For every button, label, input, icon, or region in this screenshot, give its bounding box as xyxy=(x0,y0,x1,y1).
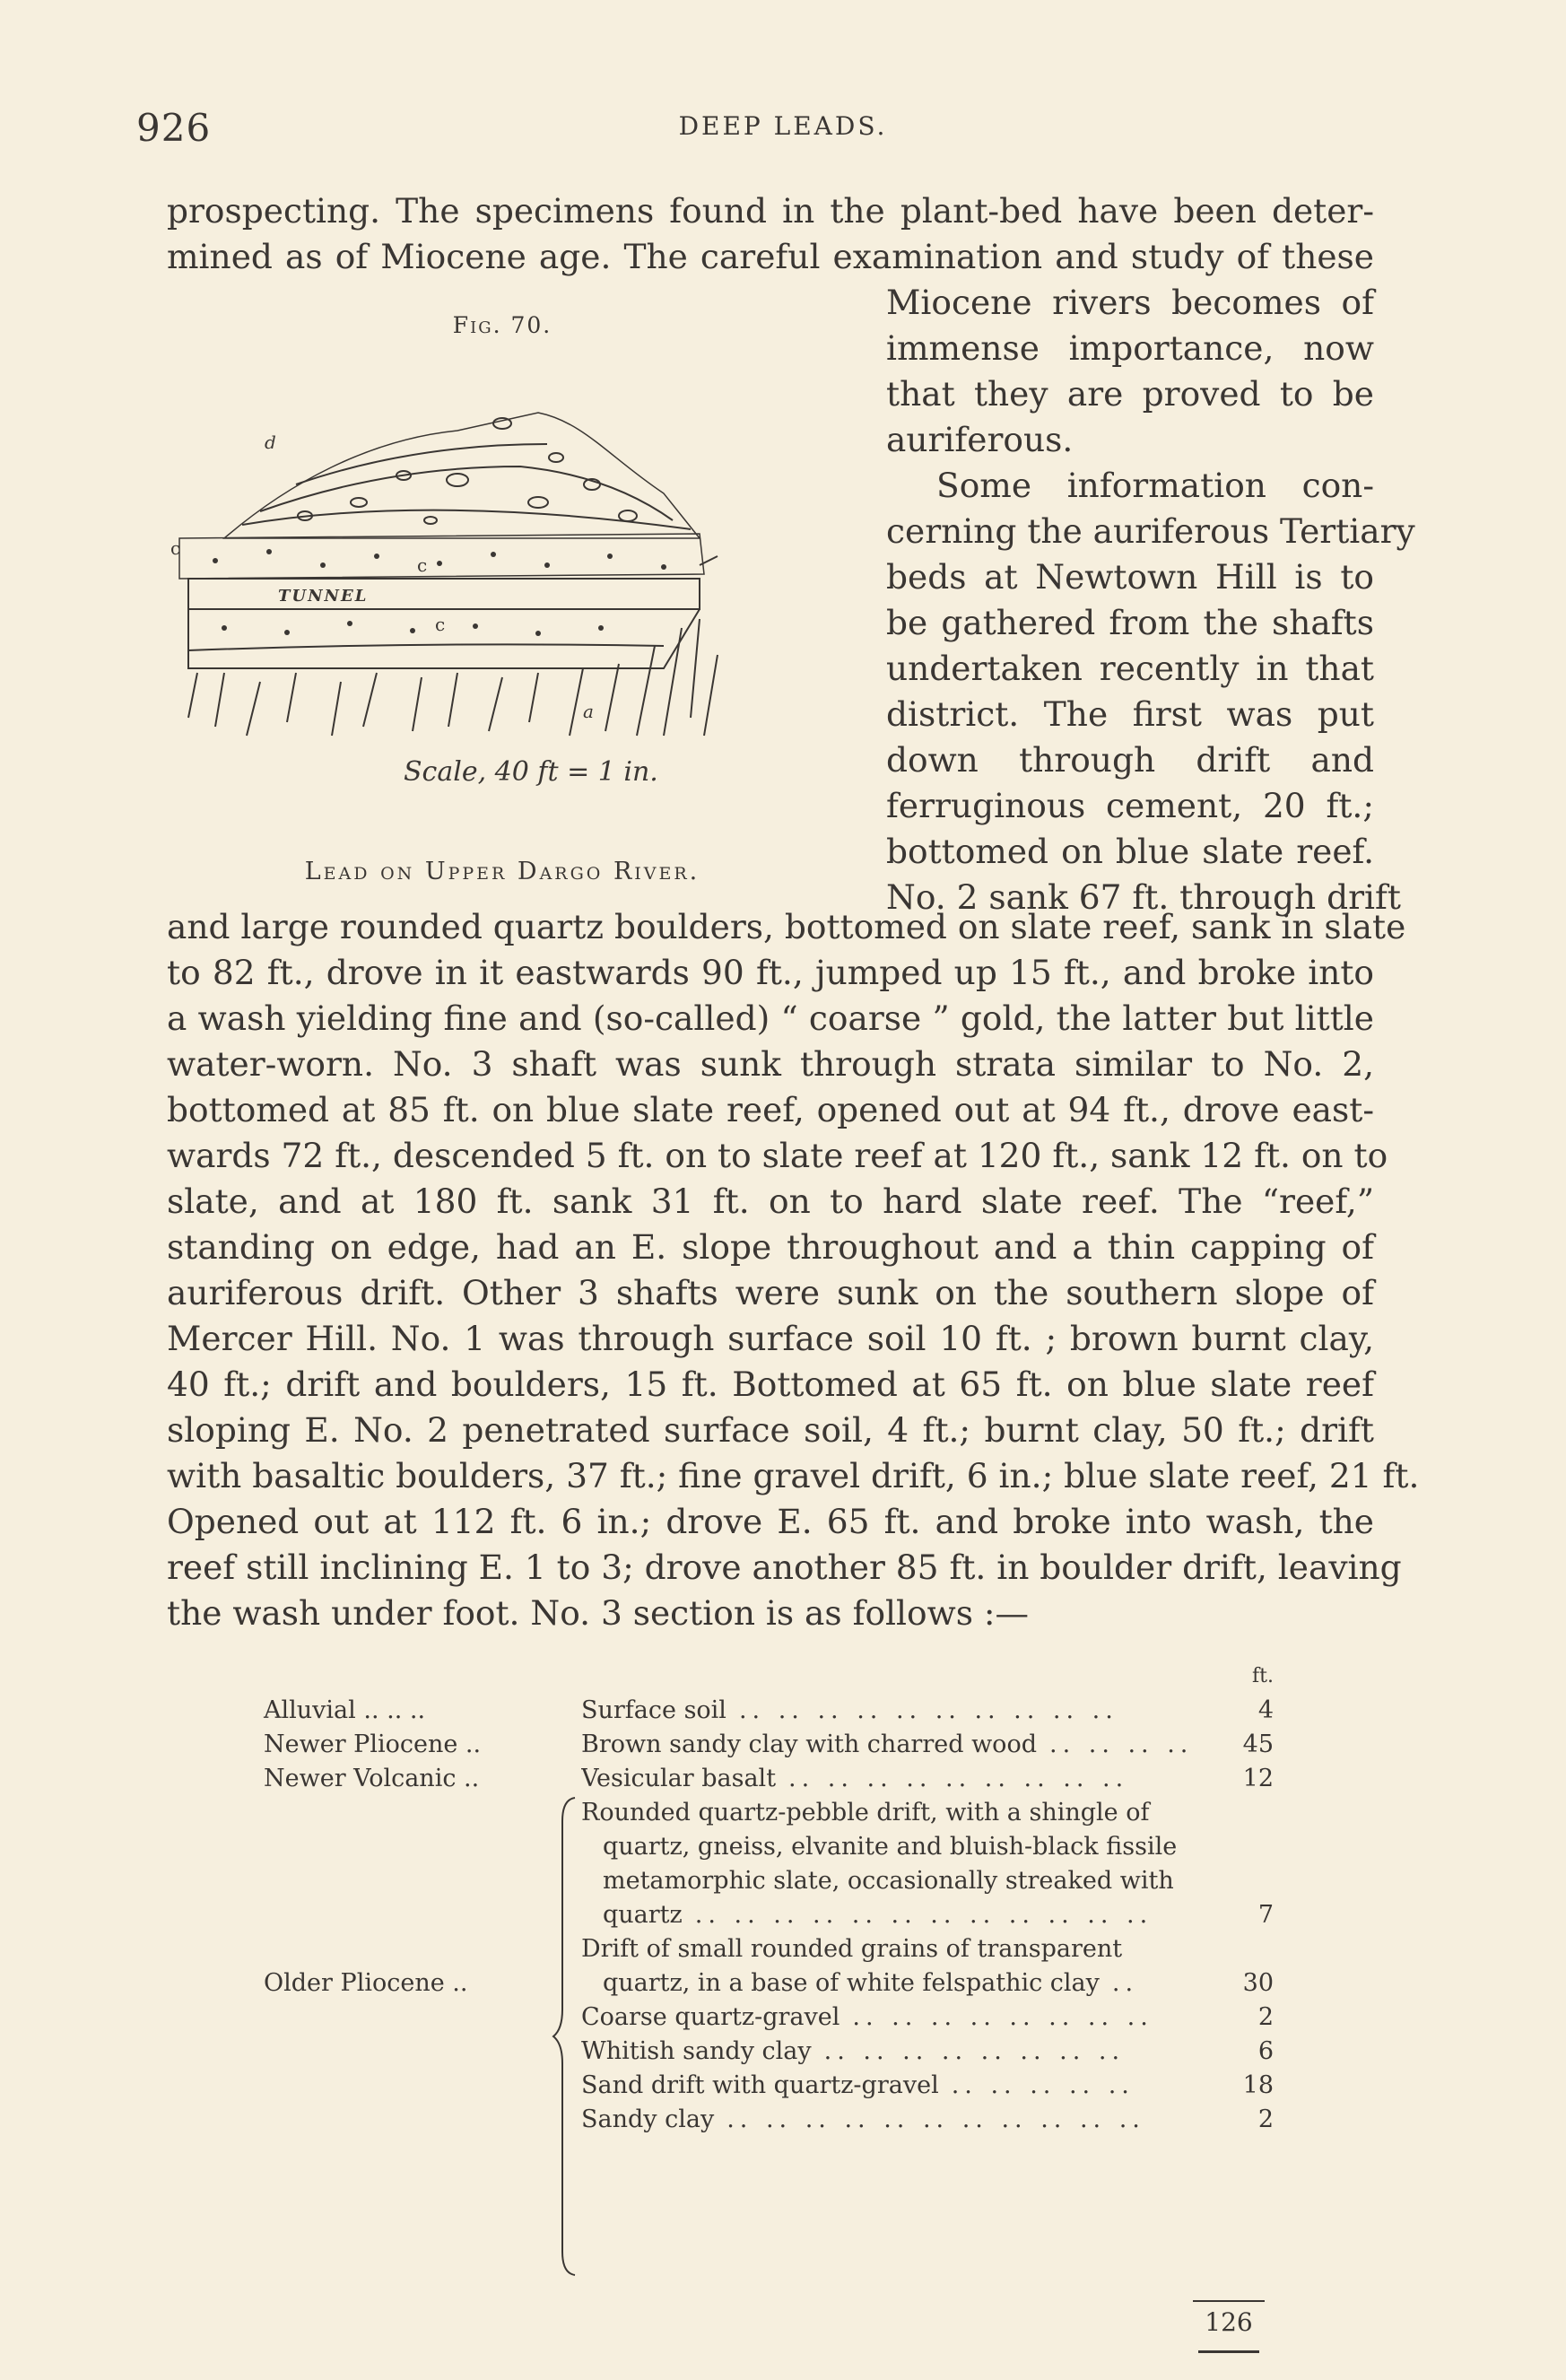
text-line: and large rounded quartz boulders, bottomed on slate reef, sank in slate xyxy=(167,907,1406,946)
row-category: Older Pliocene .. xyxy=(264,1969,468,1997)
row-leader-dots: .. xyxy=(1111,1969,1139,1997)
text-line: mined as of Miocene age. The careful examination and study of these xyxy=(167,237,1374,276)
section-total: 126 xyxy=(1205,2307,1253,2337)
text-line: to 82 ft., drove in it eastwards 90 ft., jumped up 15 ft., and broke into xyxy=(167,953,1374,992)
text-line: beds at Newtown Hill is to xyxy=(886,557,1374,597)
row-description xyxy=(581,1830,1284,1864)
row-description xyxy=(581,2001,1263,2035)
paragraph-right-column xyxy=(886,280,1415,920)
text-line: Mercer Hill. No. 1 was through surface soil 10 ft. ; brown burnt clay, xyxy=(167,1319,1374,1358)
table-row xyxy=(242,1864,1283,1898)
unit-header: ft. xyxy=(1252,1665,1274,1687)
tunnel-label: TUNNEL xyxy=(278,587,369,606)
row-leader-dots: .. .. .. .. .. xyxy=(951,2071,1135,2099)
row-leader-dots: .. .. .. .. .. .. .. .. .. xyxy=(788,1765,1129,1792)
total-rule xyxy=(1193,2300,1265,2302)
text-line: auriferous drift. Other 3 shafts were sunk on the southern slope of xyxy=(167,1273,1374,1312)
row-value: 7 xyxy=(1257,1901,1274,1929)
row-description xyxy=(581,1796,1263,1830)
row-value: 18 xyxy=(1242,2071,1274,2099)
text-line: undertaken recently in that xyxy=(886,649,1374,688)
row-leader-dots: .. .. .. .. .. .. .. .. .. .. xyxy=(738,1696,1118,1724)
table-row xyxy=(242,1728,1283,1762)
row-value: 30 xyxy=(1242,1969,1274,1997)
text-line: be gathered from the shafts xyxy=(886,603,1374,642)
row-description xyxy=(581,1762,1263,1796)
text-line: cerning the auriferous Tertiary xyxy=(886,511,1415,551)
text-line: bottomed at 85 ft. on blue slate reef, opened out at 94 ft., drove east- xyxy=(167,1090,1374,1129)
table-row xyxy=(242,2001,1283,2035)
table-row xyxy=(242,1898,1283,1932)
page-header xyxy=(0,106,1566,151)
text-line: 40 ft.; drift and boulders, 15 ft. Bottomed at 65 ft. on blue slate reef xyxy=(167,1364,1374,1404)
text-line: auriferous. xyxy=(886,420,1074,459)
text-line: district. The first was put xyxy=(886,694,1374,734)
text-line: Miocene rivers becomes of xyxy=(886,283,1374,322)
figure-label: Fig. 70. xyxy=(452,312,552,338)
figure-mark: a xyxy=(583,701,594,722)
row-description-text: Whitish sandy clay xyxy=(581,2037,812,2065)
text-line: immense importance, now xyxy=(886,328,1374,368)
row-value: 2 xyxy=(1257,2105,1274,2133)
row-description-text: quartz, in a base of white felspathic clay xyxy=(603,1969,1100,1997)
row-description-text: Vesicular basalt xyxy=(581,1765,777,1792)
figure-mark: c xyxy=(435,614,446,635)
figure-caption: Lead on Upper Dargo River. xyxy=(304,858,700,885)
table-row xyxy=(242,1830,1283,1864)
row-leader-dots: .. .. .. .. .. .. .. .. .. .. .. .. xyxy=(694,1901,1153,1929)
row-description xyxy=(581,1898,1284,1932)
row-category: Alluvial .. .. .. xyxy=(264,1696,426,1724)
row-description xyxy=(581,1966,1284,2001)
row-description-text: Brown sandy clay with charred wood xyxy=(581,1731,1037,1758)
row-description xyxy=(581,1728,1263,1762)
geological-section-diagram xyxy=(161,359,843,861)
row-description-text: Surface soil xyxy=(581,1696,726,1724)
text-line: bottomed on blue slate reef. xyxy=(886,832,1374,871)
figure-scale: Scale, 40 ft = 1 in. xyxy=(404,756,658,788)
paragraph-bottom xyxy=(167,904,1420,1636)
table-row xyxy=(242,1694,1283,1728)
figure-mark: d xyxy=(265,432,276,453)
text-line: the wash under foot. No. 3 section is as follows :— xyxy=(167,1593,1029,1633)
figure-mark: c xyxy=(417,554,428,576)
figure-70 xyxy=(161,305,843,897)
row-leader-dots: .. .. .. .. xyxy=(1048,1731,1194,1758)
running-head: DEEP LEADS. xyxy=(678,111,888,141)
text-line: sloping E. No. 2 penetrated surface soil, 4 ft.; burnt clay, 50 ft.; drift xyxy=(167,1410,1374,1450)
table-row xyxy=(242,2035,1283,2069)
row-description-text: metamorphic slate, occasionally streaked with xyxy=(603,1867,1174,1895)
text-line: water-worn. No. 3 shaft was sunk through strata similar to No. 2, xyxy=(167,1044,1374,1084)
text-line: standing on edge, had an E. slope throughout and a thin capping of xyxy=(167,1227,1374,1267)
total-double-rule xyxy=(1198,2350,1259,2353)
table-row xyxy=(242,1932,1283,1966)
text-line: Opened out at 112 ft. 6 in.; drove E. 65 ft. and broke into wash, the xyxy=(167,1502,1374,1541)
row-value: 2 xyxy=(1257,2003,1274,2031)
text-line: a wash yielding fine and (so-called) “ coarse ” gold, the latter but little xyxy=(167,998,1374,1038)
table-row xyxy=(242,2069,1283,2103)
row-category: Newer Pliocene .. xyxy=(264,1731,482,1758)
text-line: prospecting. The specimens found in the plant-bed have been deter- xyxy=(167,191,1374,231)
row-description-text: Drift of small rounded grains of transparent xyxy=(581,1935,1123,1963)
text-line: Some information con- xyxy=(936,466,1374,505)
paragraph-top xyxy=(167,188,1374,280)
row-description-text: quartz, gneiss, elvanite and bluish-black fissile xyxy=(603,1833,1178,1861)
row-description xyxy=(581,1932,1263,1966)
row-description xyxy=(581,2069,1263,2103)
row-description xyxy=(581,2103,1263,2137)
row-leader-dots: .. .. .. .. .. .. .. .. xyxy=(852,2003,1153,2031)
text-line: ferruginous cement, 20 ft.; xyxy=(886,786,1374,825)
row-category: Newer Volcanic .. xyxy=(264,1765,480,1792)
text-line: that they are proved to be xyxy=(886,374,1374,414)
row-value: 45 xyxy=(1242,1731,1274,1758)
table-row xyxy=(242,1762,1283,1796)
page-number: 926 xyxy=(136,106,212,150)
table-row xyxy=(242,2103,1283,2137)
row-description-text: Coarse quartz-gravel xyxy=(581,2003,840,2031)
row-description-text: Rounded quartz-pebble drift, with a shingle of xyxy=(581,1799,1150,1826)
row-description xyxy=(581,1864,1284,1898)
table-row xyxy=(242,1796,1283,1830)
text-line: reef still inclining E. 1 to 3; drove another 85 ft. in boulder drift, leaving xyxy=(167,1547,1402,1587)
row-description xyxy=(581,2035,1263,2069)
text-line: down through drift and xyxy=(886,740,1374,780)
row-leader-dots: .. .. .. .. .. .. .. .. xyxy=(823,2037,1126,2065)
text-line: with basaltic boulders, 37 ft.; fine gravel drift, 6 in.; blue slate reef, 21 ft. xyxy=(167,1456,1420,1495)
text-line: slate, and at 180 ft. sank 31 ft. on to hard slate reef. The “reef,” xyxy=(167,1181,1374,1221)
text-line: wards 72 ft., descended 5 ft. on to slate reef at 120 ft., sank 12 ft. on to xyxy=(167,1136,1388,1175)
table-row xyxy=(242,1966,1283,2001)
row-value: 4 xyxy=(1257,1696,1274,1724)
row-description-text: quartz xyxy=(603,1901,683,1929)
row-value: 12 xyxy=(1242,1765,1274,1792)
row-description-text: Sandy clay xyxy=(581,2105,715,2133)
figure-mark: c xyxy=(170,537,181,559)
row-value: 6 xyxy=(1257,2037,1274,2065)
row-leader-dots: .. .. .. .. .. .. .. .. .. .. .. xyxy=(726,2105,1145,2133)
row-description-text: Sand drift with quartz-gravel xyxy=(581,2071,939,2099)
row-description xyxy=(581,1694,1263,1728)
text-line: No. 2 sank 67 ft. through drift xyxy=(886,877,1401,917)
